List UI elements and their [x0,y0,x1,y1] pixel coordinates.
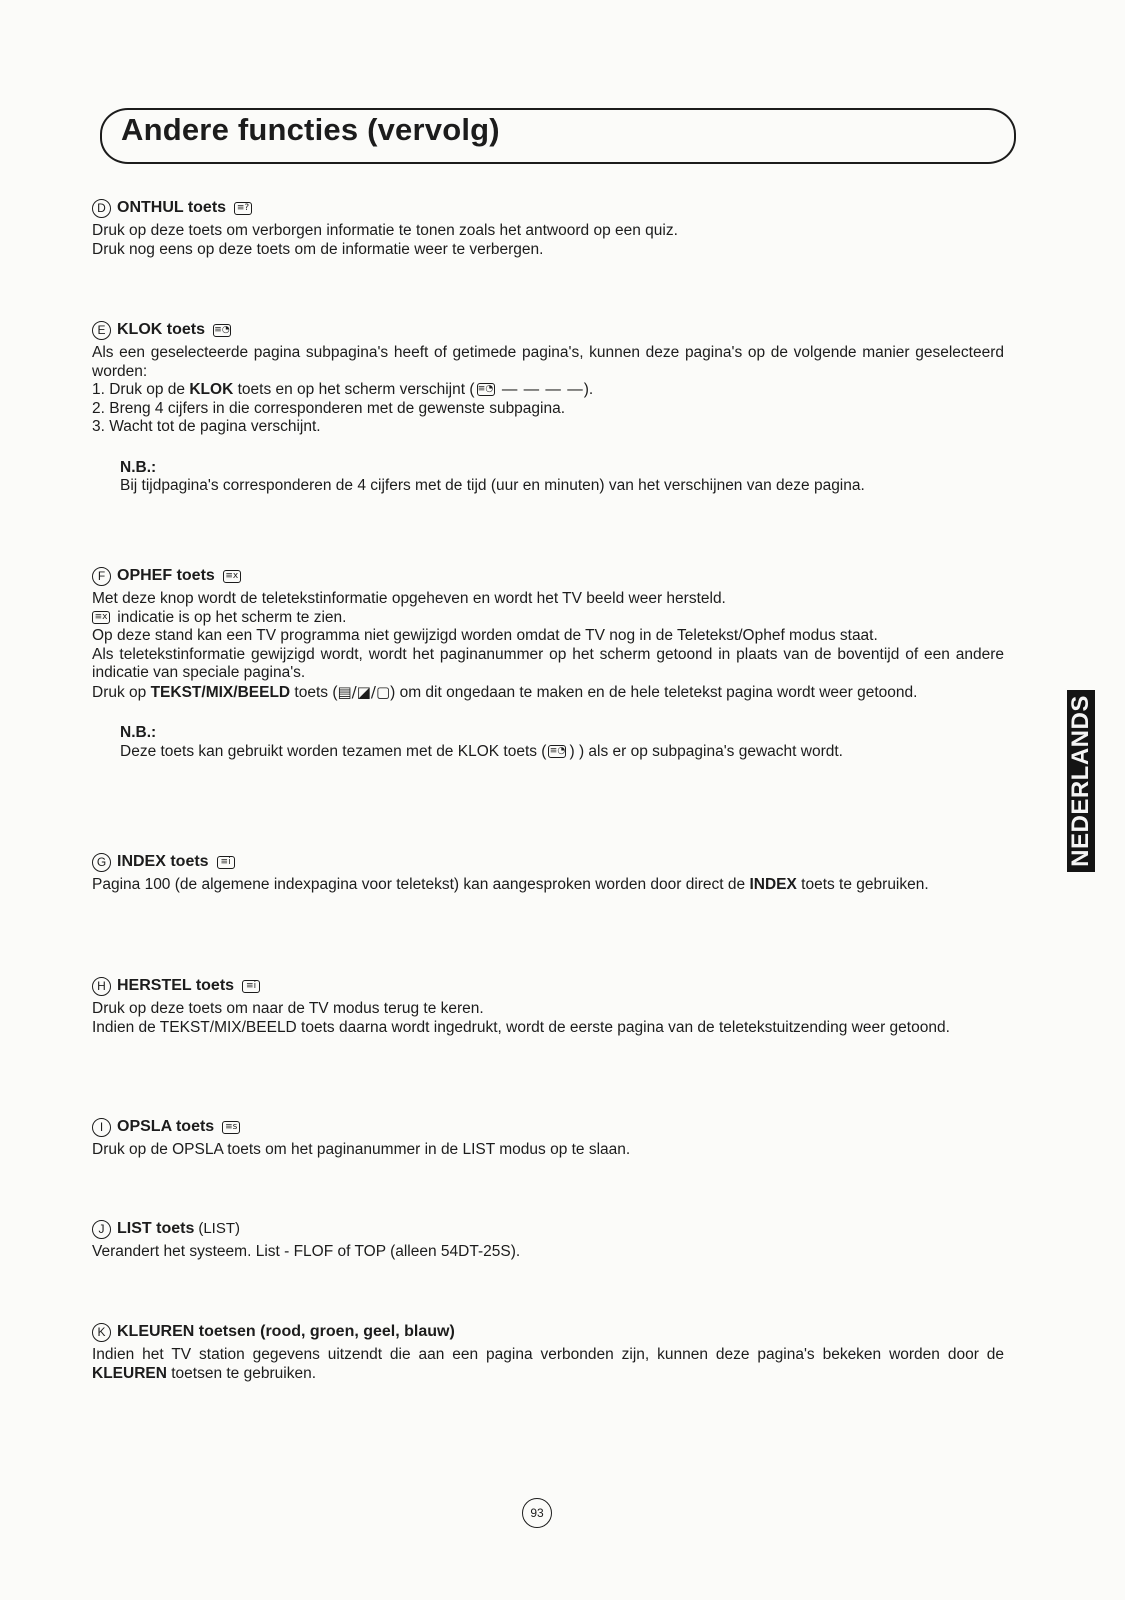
section-heading [92,564,1004,588]
paragraph: Op deze stand kan een TV programma niet gewijzigd worden omdat de TV nog in de Teletekst/Ophef modus staat. [92,627,878,644]
clock-key-icon: ≡◔ [214,324,230,335]
section-letter-badge: K [92,1323,111,1342]
paragraph [92,876,1004,895]
section-letter-badge: J [92,1220,111,1239]
text-run: ) ) als er op subpagina's gewacht wordt. [569,742,843,760]
section-label: OPHEF toets [117,566,215,584]
section-letter-badge: D [92,199,111,218]
language-label: NEDERLANDS [1067,695,1094,867]
text-run: Druk op [92,683,151,701]
section-kleuren [92,1320,1004,1383]
section-ophef [92,564,1004,761]
paragraph: Met deze knop wordt de teletekstinformatie opgeheven en wordt het TV beeld weer hersteld. [92,590,726,607]
section-label: LIST toets [117,1219,195,1237]
clock-key-icon: ≡◔ [477,384,494,395]
section-heading [92,1320,1004,1344]
section-label: KLOK toets [117,320,205,338]
bold-run: TEKST/MIX/BEELD [150,683,291,701]
bold-run: KLEUREN [92,1364,167,1382]
text-run: Indien het TV station gegevens uitzendt die aan een pagina verbonden zijn, kunnen deze pagina's bekeken worden door de [92,1346,1004,1363]
page-number: 93 [522,1498,552,1528]
paragraph: Verandert het systeem. List - FLOF of TOP (alleen 54DT-25S). [92,1243,521,1260]
section-letter-badge: I [92,1118,111,1137]
list-item [92,381,1004,400]
bold-run: KLOK [189,381,234,398]
section-heading [92,850,1004,874]
list-item: 2. Breng 4 cijfers in die corresponderen met de gewenste subpagina. [92,399,566,417]
section-label: HERSTEL toets [117,976,235,994]
section-heading [92,318,1004,342]
section-letter-badge: G [92,853,111,872]
text-run: toetsen te gebruiken. [166,1364,316,1382]
section-onthul [92,196,1022,259]
paragraph: Als teletekstinformatie gewijzigd wordt, wordt het paginanummer op het scherm getoond in plaats van de boventijd of een andere indicatie van speciale pagina's. [92,645,1004,681]
section-opsla [92,1115,1022,1160]
section-label: ONTHUL toets [117,198,227,216]
text-run: toets te gebruiken. [796,876,929,893]
store-key-icon: ≡s [222,1121,240,1134]
reveal-key-icon: ≡? [234,202,252,215]
language-side-tab [1067,690,1095,872]
note-label: N.B.: [120,724,157,741]
section-heading [92,974,1004,998]
paragraph: Druk nog eens op deze toets om de informatie weer te verbergen. [92,240,544,258]
section-heading [92,1217,1022,1241]
paragraph: Indien de TEKST/MIX/BEELD toets daarna wordt ingedrukt, wordt de eerste pagina van de teletekstuitzending weer getoond. [92,1018,950,1036]
section-letter-badge: E [92,321,111,340]
cancel-key-icon: ≡x [92,611,110,624]
paragraph [92,1346,1004,1383]
section-heading [92,196,1022,220]
paragraph: Druk op deze toets om naar de TV modus terug te keren. [92,1000,484,1017]
note-text [120,743,1004,762]
clock-key-icon: ≡◔ [549,745,566,756]
cancel-key-icon: ≡x [223,570,241,583]
section-list [92,1217,1022,1262]
text-run: ) om dit ongedaan te maken en de hele teletekst pagina wordt weer getoond. [390,683,918,701]
bold-run: INDEX [749,876,797,893]
section-letter-badge: H [92,977,111,996]
paragraph: Als een geselecteerde pagina subpagina's heeft of getimede pagina's, kunnen deze pagina's op de volgende manier geselecteerd worden: [92,344,1004,380]
section-letter-badge: F [92,567,111,586]
paragraph: Druk op de OPSLA toets om het paginanummer in de LIST modus op te slaan. [92,1141,631,1158]
list-key-label: (LIST) [198,1219,241,1237]
paragraph [92,683,1004,703]
text-mix-picture-icons: ▤/◪/▢ [337,682,391,701]
text-run: toets ( [290,683,338,701]
text-run: toets en op het scherm verschijnt ( [233,381,475,398]
section-klok [92,318,1004,496]
section-herstel [92,974,1004,1037]
text-run: indicatie is op het scherm te zien. [113,608,347,626]
index-key-icon: ≡i [217,856,235,869]
note-label: N.B.: [120,458,157,476]
list-item: 3. Wacht tot de pagina verschijnt. [92,418,321,435]
text-run: ). [583,381,594,398]
section-heading [92,1115,1022,1139]
paragraph: Druk op deze toets om verborgen informatie te tonen zoals het antwoord op een quiz. [92,222,678,239]
text-run: 1. Druk op de [92,381,190,398]
text-run: Pagina 100 (de algemene indexpagina voor teletekst) kan aangesproken worden door direct de [92,876,750,893]
restore-key-icon: ≡i [242,980,260,993]
section-label: INDEX toets [117,852,209,870]
section-label: OPSLA toets [117,1117,215,1135]
text-run: Deze toets kan gebruikt worden tezamen met de KLOK toets ( [120,742,547,760]
section-index [92,850,1004,895]
note-text: Bij tijdpagina's corresponderen de 4 cijfers met de tijd (uur en minuten) van het verschijnen van deze pagina. [120,477,865,494]
section-label: KLEUREN toetsen (rood, groen, geel, blauw) [117,1322,455,1340]
paragraph [92,609,1004,628]
dash-placeholder: — — — — [501,381,584,398]
page-title: Andere functies (vervolg) [121,112,500,147]
